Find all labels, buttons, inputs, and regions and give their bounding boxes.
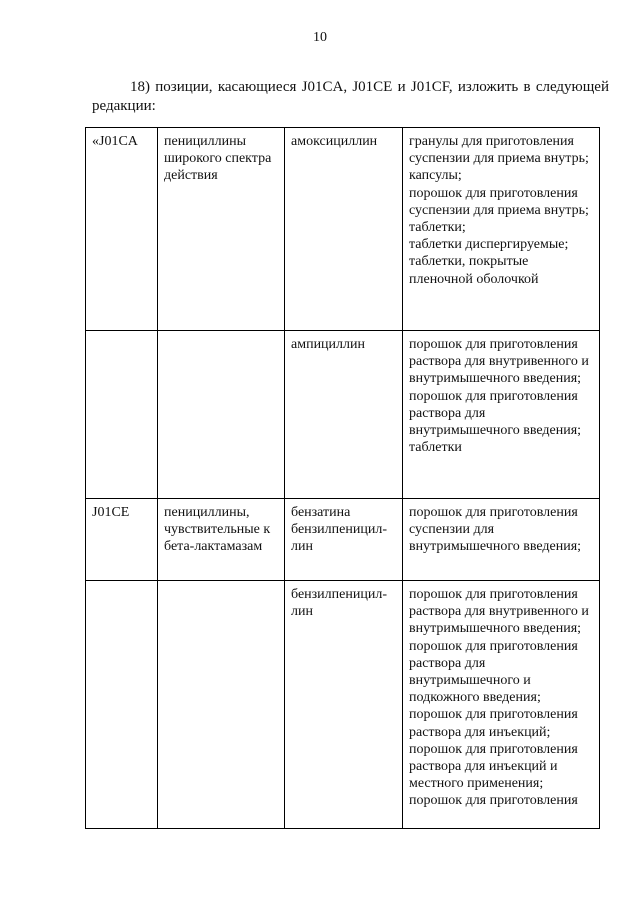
intro-paragraph: 18) позиции, касающиеся J01CA, J01CE и J01CF, изложить в следующей редакции: (92, 79, 609, 114)
atc-code-cell (86, 581, 158, 829)
drug-name-cell: бензатина бензилпеницил- лин (285, 499, 403, 581)
table-row (86, 331, 600, 499)
dosage-forms-cell: порошок для приготовления раствора для внутривенного и внутримышечного введения; порошок для приготовления раствора для внутримышечного введения; таблетки (403, 331, 600, 499)
page-number: 10 (313, 30, 327, 45)
drug-classification-table (85, 127, 600, 829)
dosage-forms-cell: порошок для приготовления суспензии для внутримышечного введения; (403, 499, 600, 581)
atc-code-cell (86, 331, 158, 499)
dosage-forms-cell: гранулы для приготовления суспензии для приема внутрь; капсулы; порошок для приготовления суспензии для приема внутрь; таблетки; таблетки диспергируемые; таблетки, покрытые пленочной оболочкой (403, 128, 600, 331)
drug-name-cell: ампициллин (285, 331, 403, 499)
drug-group-cell (158, 331, 285, 499)
drug-group-cell (158, 581, 285, 829)
drug-group-cell: пенициллины, чувствительные к бета-лактамазам (158, 499, 285, 581)
dosage-forms-cell: порошок для приготовления раствора для внутривенного и внутримышечного введения; порошок для приготовления раствора для внутримышечного и подкожного введения; порошок для приготовления раствора для инъекций; порошок для приготовления раствора для инъекций и местного применения; порошок для приготовления (403, 581, 600, 829)
atc-code-cell: «J01CA (86, 128, 158, 331)
drug-name-cell: бензилпеницил- лин (285, 581, 403, 829)
atc-code-cell: J01CE (86, 499, 158, 581)
drug-name-cell: амоксициллин (285, 128, 403, 331)
table-row (86, 128, 600, 331)
table-row (86, 581, 600, 829)
table-row (86, 499, 600, 581)
drug-group-cell: пенициллины широкого спектра действия (158, 128, 285, 331)
